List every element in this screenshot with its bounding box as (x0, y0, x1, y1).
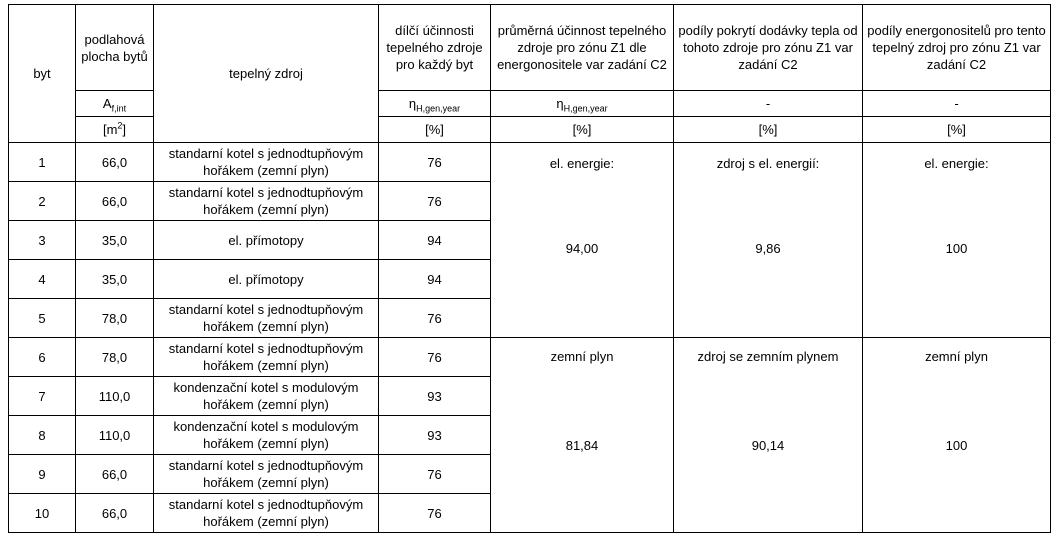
cell-byt: 7 (9, 377, 76, 416)
header-partial-efficiency: dílčí účinnosti tepelného zdroje pro každý byt (379, 5, 491, 91)
electric-average (491, 143, 674, 338)
cell-source: el. přímotopy (154, 260, 379, 299)
header-byt: byt (9, 5, 76, 143)
cell-byt: 6 (9, 338, 76, 377)
gas-carrier-label: zemní plyn (925, 349, 988, 364)
gas-coverage-value: 90,14 (751, 438, 785, 453)
cell-efficiency: 76 (379, 182, 491, 221)
cell-efficiency: 76 (379, 338, 491, 377)
cell-area: 35,0 (76, 221, 154, 260)
area-symbol: $A_{f,int}$ (76, 91, 154, 117)
cell-byt: 4 (9, 260, 76, 299)
gas-carrier (863, 338, 1051, 533)
cell-source: standarní kotel s jednodtupňovým hořákem (zemní plyn) (154, 182, 379, 221)
electric-carrier-value: 100 (945, 241, 968, 256)
heat-source-table (8, 4, 1051, 533)
cell-area: 66,0 (76, 182, 154, 221)
electric-carrier (863, 143, 1051, 338)
dash-carrier: - (863, 91, 1051, 117)
unit-carrier: [%] (863, 117, 1051, 143)
dash-coverage: - (674, 91, 863, 117)
cell-byt: 2 (9, 182, 76, 221)
header-average-efficiency: průměrná účinnost tepelného zdroje pro zónu Z1 dle energonositele var zadání C2 (491, 5, 674, 91)
cell-source: kondenzační kotel s modulovým hořákem (zemní plyn) (154, 377, 379, 416)
header-area: podlahová plocha bytů (76, 5, 154, 91)
area-unit: $[m^2]$ (76, 117, 154, 143)
unit-partial: [%] (379, 117, 491, 143)
gas-average-value: 81,84 (565, 438, 599, 453)
gas-average-label: zemní plyn (550, 349, 614, 364)
cell-area: 66,0 (76, 143, 154, 182)
unit-avg: [%] (491, 117, 674, 143)
cell-efficiency: 94 (379, 221, 491, 260)
cell-byt: 8 (9, 416, 76, 455)
cell-source: standarní kotel s jednodtupňovým hořákem (zemní plyn) (154, 299, 379, 338)
cell-source: standarní kotel s jednodtupňovým hořákem (zemní plyn) (154, 338, 379, 377)
cell-area: 78,0 (76, 299, 154, 338)
cell-area: 35,0 (76, 260, 154, 299)
cell-source: standarní kotel s jednodtupňovým hořákem (zemní plyn) (154, 455, 379, 494)
electric-coverage (674, 143, 863, 338)
gas-carrier-value: 100 (945, 438, 968, 453)
cell-efficiency: 94 (379, 260, 491, 299)
cell-byt: 3 (9, 221, 76, 260)
electric-average-value: 94,00 (565, 241, 599, 256)
eta-symbol: $\eta_{H,gen,year}$ (379, 91, 491, 117)
cell-efficiency: 76 (379, 494, 491, 533)
table-row (9, 143, 1051, 182)
cell-byt: 10 (9, 494, 76, 533)
electric-coverage-value: 9,86 (755, 241, 781, 256)
gas-average (491, 338, 674, 533)
electric-average-label: el. energie: (549, 156, 615, 171)
cell-byt: 9 (9, 455, 76, 494)
gas-coverage (674, 338, 863, 533)
header-carrier-share: podíly energonositelů pro tento tepelný zdroj pro zónu Z1 var zadání C2 (863, 5, 1051, 91)
cell-source: kondenzační kotel s modulovým hořákem (zemní plyn) (154, 416, 379, 455)
header-source: tepelný zdroj (154, 5, 379, 143)
cell-area: 66,0 (76, 494, 154, 533)
cell-source: standarní kotel s jednodtupňovým hořákem (zemní plyn) (154, 143, 379, 182)
unit-coverage: [%] (674, 117, 863, 143)
cell-efficiency: 76 (379, 143, 491, 182)
gas-coverage-label: zdroj se zemním plynem (697, 349, 839, 364)
cell-source: standarní kotel s jednodtupňovým hořákem (zemní plyn) (154, 494, 379, 533)
cell-source: el. přímotopy (154, 221, 379, 260)
table-row (9, 338, 1051, 377)
eta-symbol-avg: $\eta_{H,gen,year}$ (491, 91, 674, 117)
cell-area: 110,0 (76, 377, 154, 416)
cell-efficiency: 76 (379, 299, 491, 338)
header-coverage: podíly pokrytí dodávky tepla od tohoto zdroje pro zónu Z1 var zadání C2 (674, 5, 863, 91)
cell-byt: 1 (9, 143, 76, 182)
electric-carrier-label: el. energie: (924, 156, 989, 171)
cell-efficiency: 76 (379, 455, 491, 494)
cell-area: 110,0 (76, 416, 154, 455)
cell-efficiency: 93 (379, 377, 491, 416)
cell-efficiency: 93 (379, 416, 491, 455)
electric-coverage-label: zdroj s el. energií: (716, 156, 820, 171)
cell-area: 78,0 (76, 338, 154, 377)
cell-area: 66,0 (76, 455, 154, 494)
cell-byt: 5 (9, 299, 76, 338)
header-row (9, 5, 1051, 91)
